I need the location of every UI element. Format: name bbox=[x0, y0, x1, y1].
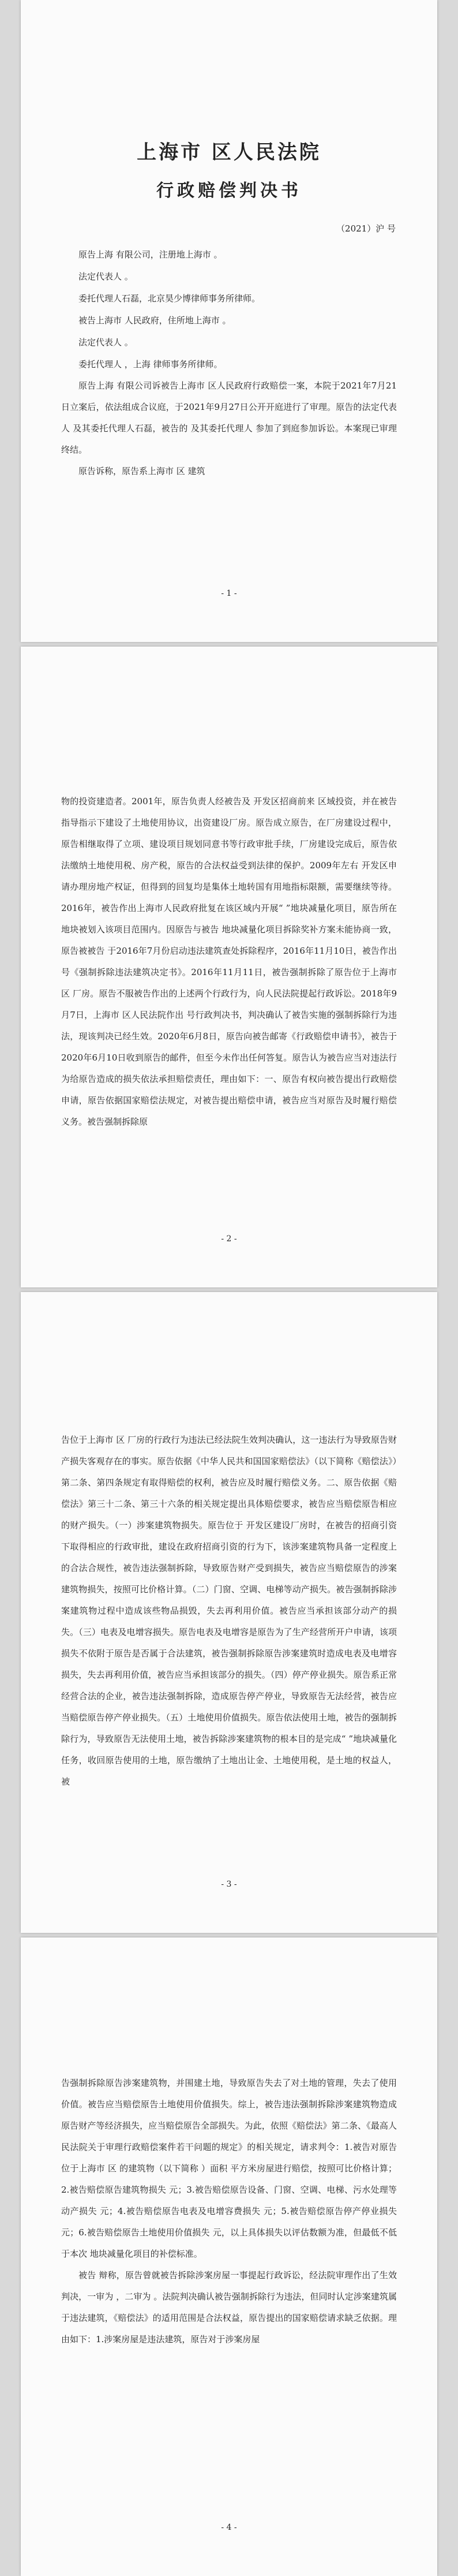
case-intro-paragraph: 原告上海 有限公司诉被告上海市 区人民政府行政赔偿一案，本院于2021年7月21日立案后，依法组成合议庭，于2021年9月27日公开开庭进行了审理。原告的法定代表人 及其委托代理人石磊，被告的 及其委托代理人 参加了到庭参加诉讼。本案现已审理终结。 bbox=[61, 380, 397, 455]
plaintiff-legal-rep: 法定代表人 。 bbox=[78, 271, 133, 282]
judgment-page-2 bbox=[21, 647, 437, 1287]
defendant-agent: 委托代理人 ，上海 律师事务所律师。 bbox=[78, 359, 223, 369]
page-number: - 1 - bbox=[221, 589, 237, 598]
plaintiff-claim-start: 原告诉称，原告系上海市 区 建筑 bbox=[78, 466, 205, 476]
requests-paragraph: 告强制拆除原告涉案建筑物，并围建土地，导致原告失去了对土地的管理，失去了使用价值。被告应当赔偿原告土地使用价值损失。综上，被告违法强制拆除涉案建筑物造成原告财产等经济损失，应当赔偿原告全部损失。为此，依照《赔偿法》第二条、《最高人民法院关于审理行政赔偿案件若干问题的规定》的相关规定，请求判令：1.被告对原告位于上海市 区 的建筑物（以下简称 ）面积 平方米房屋进行赔偿，按照可比价格计算；2.被告赔偿原告建筑物损失 元；3.被告赔偿原告设备、门窗、空调、电梯、污水处理等动产损失 元；4.被告赔偿原告电表及电增容费损失 元；5.被告赔偿原告停产停业损失 元；6.被告赔偿原告土地使用价值损失 元，以上具体损失以评估数额为准，但最低不低于本次 地块减量化项目的补偿标准。 bbox=[61, 2078, 397, 2259]
court-title: 上海市 区人民法院 bbox=[137, 141, 321, 164]
party-info bbox=[61, 244, 397, 375]
judgment-page-4 bbox=[21, 1937, 437, 2576]
damages-claim-paragraph: 告位于上海市 区 厂房的行政行为违法已经法院生效判决确认，这一违法行为导致原告财产损失客观存在的事实。原告依据《中华人民共和国国家赔偿法》（以下简称《赔偿法》）第二条、第四条规定有取得赔偿的权利，被告应及时履行赔偿义务。二、原告依据《赔偿法》第三十二条、第三十六条的相关规定提出具体赔偿要求，被告应当赔偿原告相应的财产损失。（一）涉案建筑物损失。原告位于 开发区建设厂房时，在被告的招商引资下取得相应的行政审批，建设在政府招商引资的行为下，该涉案建筑物具备一定程度上的合法合规性，被告违法强制拆除，导致原告财产受到损失，被告应当赔偿原告的涉案建筑物损失，按照可比价格计算。（二）门窗、空调、电梯等动产损失。被告强制拆除涉案建筑物过程中造成该些物品损毁，失去再利用价值。被告应当承担该部分动产的损失。（三）电表及电增容损失。原告电表及电增容是原告为了生产经营所开户申请，该项损失不依附于原告是否属于合法建筑，被告强制拆除原告涉案建筑时造成电表及电增容损失，失去再利用价值，被告应当承担该部分的损失。（四）停产停业损失。原告系正常经营合法的企业，被告违法强制拆除，造成原告停产停业，导致原告无法经营，被告应当赔偿原告停产停业损失。（五）土地使用价值损失。原告依法使用土地，被告的强制拆除行为，导致原告无法使用土地，被告拆除涉案建筑物的根本目的是完成“ ”地块减量化任务，收回原告使用的土地，原告缴纳了土地出让金、土地使用税，是土地的权益人，被 bbox=[61, 1435, 397, 1787]
plaintiff-line: 原告上海 有限公司，注册地上海市 。 bbox=[78, 249, 223, 260]
judgment-page-1 bbox=[21, 0, 437, 642]
judgment-page-3 bbox=[21, 1292, 437, 1933]
defendant-line: 被告上海市 人民政府，住所地上海市 。 bbox=[78, 315, 231, 326]
defendant-legal-rep: 法定代表人 。 bbox=[78, 337, 133, 348]
case-number: （2021）沪 号 bbox=[336, 223, 396, 234]
plaintiff-claim-paragraph: 物的投资建造者。2001年，原告负责人经被告及 开发区招商前来 区域投资，并在被告指导指示下建设了土地使用协议，出资建设厂房。原告成立原告，在厂房建设过程中，原告相继取得了立项、建设项目规划同意书等行政审批手续，厂房建设完成后，原告依法缴纳土地使用税、房产税，原告的合法权益受到法律的保护。2009年左右 开发区申请办理房地产权证，但得到的回复均是集体土地转国有用地指标限额，需要继续等待。2016年，被告作出上海市人民政府批复在该区域内开展“ ”地块减量化项目，原告所在地块被划入该项目范围内。因原告与被告 地块减量化项目拆除奖补方案未能协商一致，原告被被告 于2016年7月份启动违法建筑查处拆除程序，2016年11月10日，被告作出 号《强制拆除违法建筑决定书》。2016年11月11日，被告强制拆除了原告位于上海市 区 厂房。原告不服被告作出的上述两个行政行为，向人民法院提起行政诉讼。2018年9月7日，上海市 区人民法院作出 号行政判决书，判决确认了被告实施的强制拆除行为违法，现该判决已经生效。2020年6月8日，原告向被告邮寄《行政赔偿申请书》，被告于2020年6月10日收到原告的邮件，但至今未作出任何答复。原告认为被告应当对违法行为给原告造成的损失依法承担赔偿责任，理由如下：一、原告有权向被告提出行政赔偿申请，原告依据国家赔偿法规定，对被告提出赔偿申请，被告应当对原告及时履行赔偿义务。被告强制拆除原 bbox=[61, 796, 397, 1127]
document-title: 行政赔偿判决书 bbox=[156, 181, 302, 201]
page-number: - 3 - bbox=[221, 1880, 237, 1889]
plaintiff-agent: 委托代理人石磊，北京昊少博律师事务所律师。 bbox=[78, 293, 261, 304]
page-number: - 2 - bbox=[221, 1234, 237, 1244]
page-number: - 4 - bbox=[221, 2523, 237, 2532]
defendant-defense-paragraph: 被告 辩称，原告曾就被告拆除涉案房屋一事提起行政诉讼，经法院审理作出了生效判决，一审为 ，二审为 。法院判决确认被告强制拆除行为违法，但同时认定涉案建筑属于违法建筑，《赔偿法》的适用范围是合法权益，原告提出的国家赔偿请求缺乏依据。理由如下：1.涉案房屋是违法建筑，原告对于涉案房屋 bbox=[61, 2270, 397, 2344]
